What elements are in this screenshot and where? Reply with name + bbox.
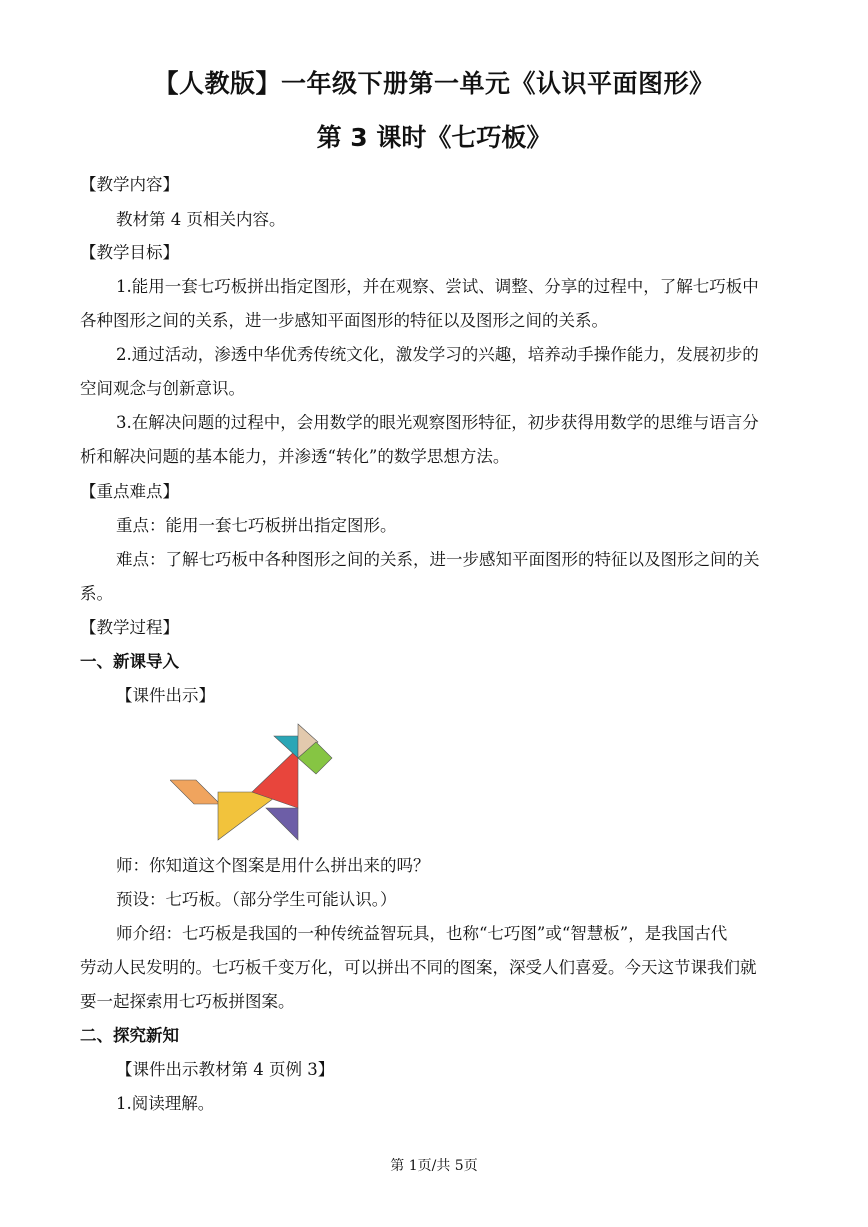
courseware-label: 【课件出示】: [116, 686, 215, 705]
part-1-title: 一、新课导入: [80, 652, 179, 671]
intro-line-2: 劳动人民发明的。七巧板千变万化，可以拼出不同的图案，深受人们喜爱。今天这节课我们就: [80, 958, 757, 977]
tangram-purple-triangle: [266, 808, 298, 840]
goal-2-line-1: 2.通过活动，渗透中华优秀传统文化，激发学习的兴趣，培养动手操作能力，发展初步的: [116, 345, 759, 364]
goal-3-line-1: 3.在解决问题的过程中，会用数学的眼光观察图形特征，初步获得用数学的思维与语言分: [116, 413, 759, 432]
heading-key-points: 【重点难点】: [80, 482, 179, 501]
preset-answer: 预设：七巧板。（部分学生可能认识。）: [116, 890, 397, 909]
goal-1-line-2: 各种图形之间的关系，进一步感知平面图形的特征以及图形之间的关系。: [80, 311, 608, 330]
goal-3-line-2: 析和解决问题的基本能力，并渗透“转化”的数学思想方法。: [80, 447, 510, 466]
courseware-example-label: 【课件出示教材第 4 页例 3】: [116, 1060, 335, 1079]
teaching-content-text: 教材第 4 页相关内容。: [116, 210, 286, 229]
intro-line-3: 要一起探索用七巧板拼图案。: [80, 992, 295, 1011]
intro-line-1: 师介绍：七巧板是我国的一种传统益智玩具，也称“七巧图”或“智慧板”，是我国古代: [116, 924, 728, 943]
goal-2-line-2: 空间观念与创新意识。: [80, 379, 245, 398]
tangram-dog-image: [170, 718, 340, 843]
key-point-text: 重点：能用一套七巧板拼出指定图形。: [116, 516, 397, 535]
teacher-question: 师：你知道这个图案是用什么拼出来的吗？: [116, 856, 430, 875]
lesson-subtitle: 第 3 课时《七巧板》: [316, 123, 552, 152]
heading-teaching-process: 【教学过程】: [80, 618, 179, 637]
goal-1-line-1: 1.能用一套七巧板拼出指定图形，并在观察、尝试、调整、分享的过程中，了解七巧板中: [116, 277, 759, 296]
document-title: 【人教版】一年级下册第一单元《认识平面图形》: [153, 69, 715, 98]
page-footer: 第 1页/共 5页: [390, 1158, 478, 1174]
difficulty-line-1: 难点：了解七巧板中各种图形之间的关系，进一步感知平面图形的特征以及图形之间的关: [116, 550, 760, 569]
part-2-title: 二、探究新知: [80, 1026, 179, 1045]
heading-teaching-content: 【教学内容】: [80, 175, 179, 194]
difficulty-line-2: 系。: [80, 584, 113, 603]
heading-teaching-goals: 【教学目标】: [80, 243, 179, 262]
tangram-teal-triangle: [274, 736, 298, 758]
step-1-reading: 1.阅读理解。: [116, 1094, 215, 1113]
tangram-parallelogram: [170, 780, 220, 804]
